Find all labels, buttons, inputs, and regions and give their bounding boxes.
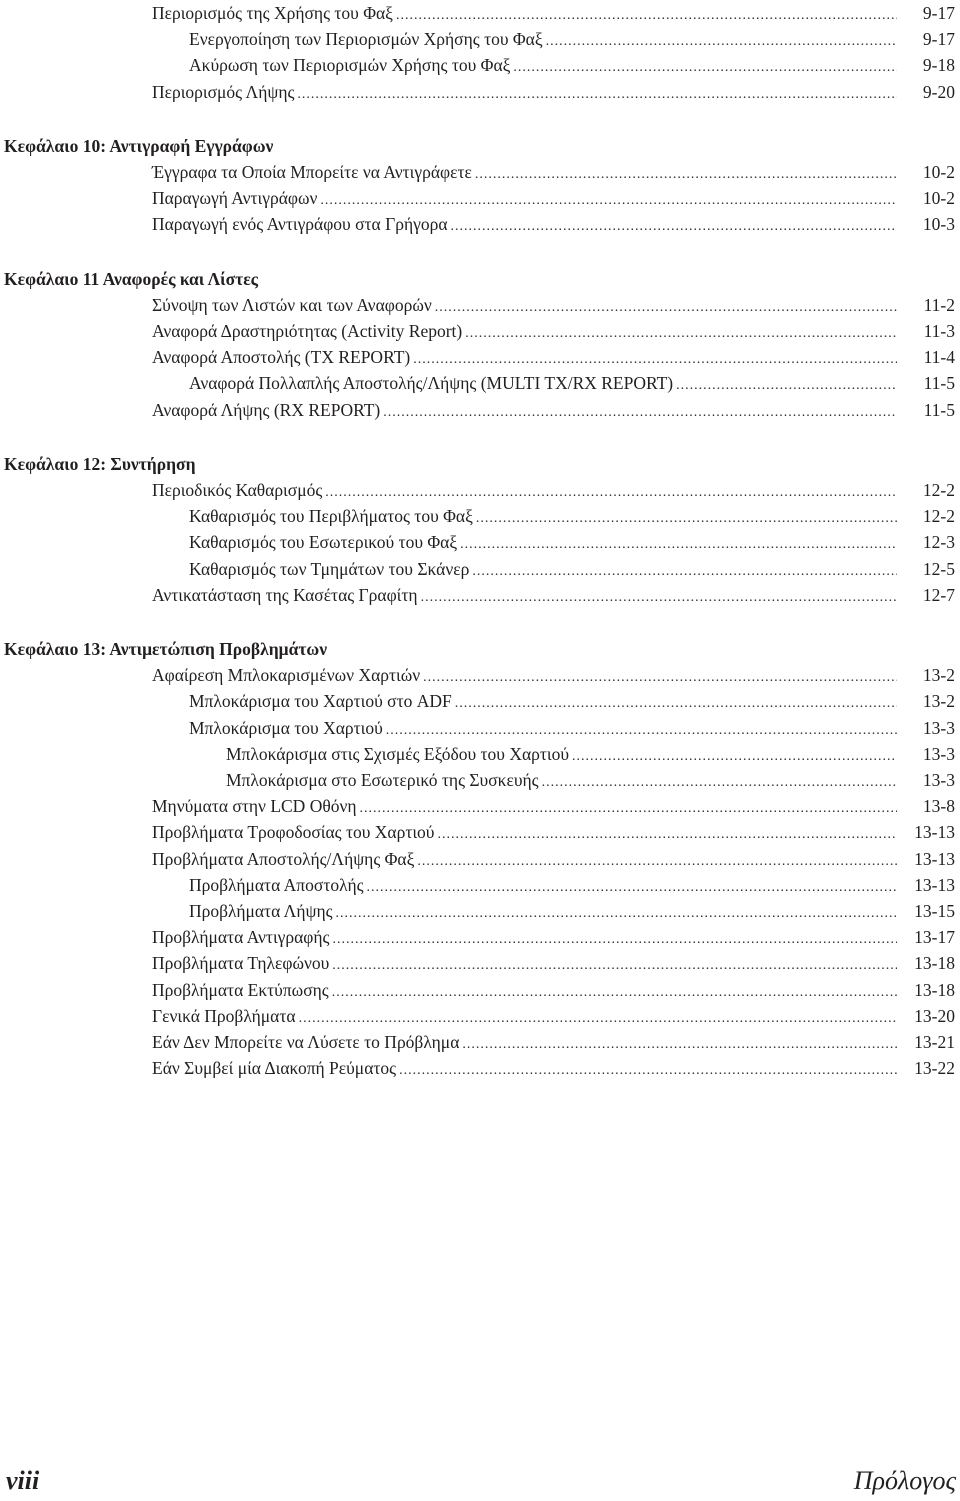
toc-entry-title: Προβλήματα Τροφοδοσίας του Χαρτιού [152,822,435,843]
toc-entry[interactable] [189,26,955,52]
toc-entry-page: 13-13 [914,848,955,869]
toc-entry-page: 9-18 [922,55,955,76]
toc-entry[interactable] [152,1003,955,1029]
toc-entry[interactable] [152,397,955,423]
toc-entry[interactable] [189,715,955,741]
dot-leader [417,849,897,875]
toc-entry-title: Εάν Συμβεί μία Διακοπή Ρεύματος [152,1058,397,1079]
chapter-heading: Κεφάλαιο 12: Συντήρηση [4,453,196,474]
dot-leader [360,796,897,822]
toc-entry-title: Μπλοκάρισμα του Χαρτιού [189,717,383,738]
toc-entry[interactable] [189,370,955,396]
dot-leader [421,585,897,611]
dot-leader [367,875,897,901]
dot-leader [320,188,897,214]
toc-entry-page: 11-2 [923,294,955,315]
dot-leader [476,506,897,532]
toc-entry[interactable] [152,211,955,237]
toc-entry-page: 10-3 [922,214,955,235]
dot-leader [437,822,897,848]
toc-entry[interactable] [189,503,955,529]
toc-entry[interactable] [189,688,955,714]
toc-entry-page: 12-3 [922,532,955,553]
toc-entry[interactable] [152,0,955,26]
toc-entry[interactable] [152,924,955,950]
toc-entry-page: 11-5 [923,399,955,420]
toc-entry-title: Μπλοκάρισμα στις Σχισμές Εξόδου του Χαρτιού [226,743,570,764]
toc-entry-page: 11-4 [923,347,955,368]
toc-entry-page: 9-17 [922,29,955,50]
toc-entry[interactable] [226,767,955,793]
toc-entry-page: 9-20 [922,81,955,102]
toc-entry-title: Αναφορά Δραστηριότητας (Activity Report) [152,321,463,341]
dot-leader [386,718,897,744]
toc-entry-title: Περιορισμός της Χρήσης του Φαξ [152,3,393,23]
toc-entry-page: 12-2 [922,480,955,500]
toc-entry-title: Μπλοκάρισμα του Χαρτιού στο ADF [189,691,452,712]
toc-entry[interactable] [189,898,955,924]
toc-entry-title: Ενεργοποίηση των Περιορισμών Χρήσης του Φαξ [189,29,543,50]
dot-leader [332,927,897,953]
toc-entry-title: Αναφορά Λήψης (RX REPORT) [152,399,381,420]
toc-entry-page: 13-3 [922,770,955,790]
toc-entry[interactable] [152,318,955,344]
toc-entry-page: 13-3 [922,717,955,738]
toc-entry[interactable] [152,79,955,105]
dot-leader [572,744,897,770]
dot-leader [450,214,897,240]
toc-entry-title: Εάν Δεν Μπορείτε να Λύσετε το Πρόβλημα [152,1032,460,1052]
dot-leader [475,162,897,188]
toc-entry-page: 13-22 [914,1058,955,1079]
toc-entry-page: 11-3 [923,321,955,341]
dot-leader [332,980,897,1006]
toc-entry-title: Μηνύματα στην LCD Οθόνη [152,796,357,817]
toc-entry-page: 12-2 [922,506,955,527]
toc-entry-page: 11-5 [923,373,955,394]
toc-entry-page: 9-17 [922,3,955,23]
toc-entry[interactable] [189,872,955,898]
dot-leader [465,321,897,347]
toc-entry-page: 13-18 [914,979,955,1000]
toc-entry[interactable] [152,159,955,185]
toc-entry-title: Παραγωγή Αντιγράφων [152,188,318,209]
toc-entry-page: 13-18 [914,953,955,974]
toc-entry-page: 13-13 [914,822,955,843]
dot-leader [383,400,897,426]
toc-entry-title: Γενικά Προβλήματα [152,1005,296,1026]
toc-entry[interactable] [152,977,955,1003]
toc-entry-title: Περιορισμός Λήψης [152,81,295,102]
toc-entry-page: 13-15 [914,901,955,921]
toc-entry-title: Ακύρωση των Περιορισμών Χρήσης του Φαξ [189,55,511,76]
toc-entry-page: 13-21 [914,1032,955,1052]
toc-entry[interactable] [152,662,955,688]
toc-entry-title: Προβλήματα Αποστολής/Λήψης Φαξ [152,848,415,869]
section-title: Πρόλογος [853,1466,956,1495]
dot-leader [455,691,897,717]
toc-entry-title: Καθαρισμός των Τμημάτων του Σκάνερ [189,558,470,579]
dot-leader [460,532,897,558]
toc-entry-page: 13-8 [922,796,955,817]
toc-entry-title: Προβλήματα Αποστολής [189,874,364,895]
dot-leader [423,665,897,691]
toc-entry-title: Σύνοψη των Λιστών και των Αναφορών [152,294,432,315]
toc-entry-title: Αναφορά Πολλαπλής Αποστολής/Λήψης (MULTI TX/RX REPORT) [189,373,674,394]
chapter-heading: Κεφάλαιο 13: Αντιμετώπιση Προβλημάτων [4,639,328,659]
toc-entry[interactable] [189,52,955,78]
toc-entry[interactable] [226,741,955,767]
toc-entry[interactable] [189,556,955,582]
toc-entry-title: Προβλήματα Λήψης [189,901,333,921]
toc-entry-title: Αντικατάσταση της Κασέτας Γραφίτη [152,584,418,605]
toc-entry-title: Παραγωγή ενός Αντιγράφου στα Γρήγορα [152,214,448,235]
dot-leader [297,82,897,108]
toc-entry-title: Μπλοκάρισμα στο Εσωτερικό της Συσκευής [226,770,539,790]
dot-leader [435,295,897,321]
toc-entry[interactable] [152,846,955,872]
dot-leader [325,480,897,506]
toc-entry-page: 13-2 [922,665,955,686]
toc-entry-page: 13-20 [914,1005,955,1026]
toc-entry-page: 13-13 [914,874,955,895]
toc-entry-title: Προβλήματα Εκτύπωσης [152,979,329,1000]
dot-leader [513,55,897,81]
toc-entry[interactable] [152,344,955,370]
chapter-heading: Κεφάλαιο 11 Αναφορές και Λίστες [4,268,259,289]
toc-entry-title: Προβλήματα Αντιγραφής [152,927,330,948]
page-number: viii [6,1466,40,1495]
toc-entry-page: 10-2 [922,162,955,182]
toc-entry-title: Περιοδικός Καθαρισμός [152,480,323,500]
toc-entry-title: Αναφορά Αποστολής (TX REPORT) [152,347,411,368]
toc-entry[interactable] [152,185,955,211]
dot-leader [472,559,897,585]
toc-entry[interactable] [152,292,955,318]
toc-entry[interactable] [152,793,955,819]
toc-entry[interactable] [152,1029,955,1055]
toc-entry-page: 12-7 [922,584,955,605]
toc-entry-page: 13-2 [922,691,955,712]
toc-entry[interactable] [152,477,955,503]
toc-entry-page: 10-2 [922,188,955,209]
toc-entry[interactable] [189,529,955,555]
dot-leader [396,3,897,29]
dot-leader [676,373,897,399]
toc-entry[interactable] [152,819,955,845]
toc-entry[interactable] [152,1055,955,1081]
dot-leader [336,901,897,927]
toc-entry-page: 13-17 [914,927,955,948]
toc-entry-title: Καθαρισμός του Περιβλήματος του Φαξ [189,506,473,527]
dot-leader [546,29,897,55]
toc-entry[interactable] [152,582,955,608]
dot-leader [299,1006,897,1032]
toc-entry-page: 12-5 [922,558,955,579]
dot-leader [462,1032,897,1058]
toc-entry-title: Προβλήματα Τηλεφώνου [152,953,330,974]
dot-leader [542,770,897,796]
toc-entry-title: Καθαρισμός του Εσωτερικού του Φαξ [189,532,458,553]
dot-leader [332,953,897,979]
toc-entry-page: 13-3 [922,743,955,764]
chapter-heading: Κεφάλαιο 10: Αντιγραφή Εγγράφων [4,135,274,156]
dot-leader [399,1058,897,1084]
toc-entry-title: Έγγραφα τα Οποία Μπορείτε να Αντιγράφετε [152,162,472,182]
toc-entry-title: Αφαίρεση Μπλοκαρισμένων Χαρτιών [152,665,421,686]
dot-leader [413,347,897,373]
toc-entry[interactable] [152,950,955,976]
